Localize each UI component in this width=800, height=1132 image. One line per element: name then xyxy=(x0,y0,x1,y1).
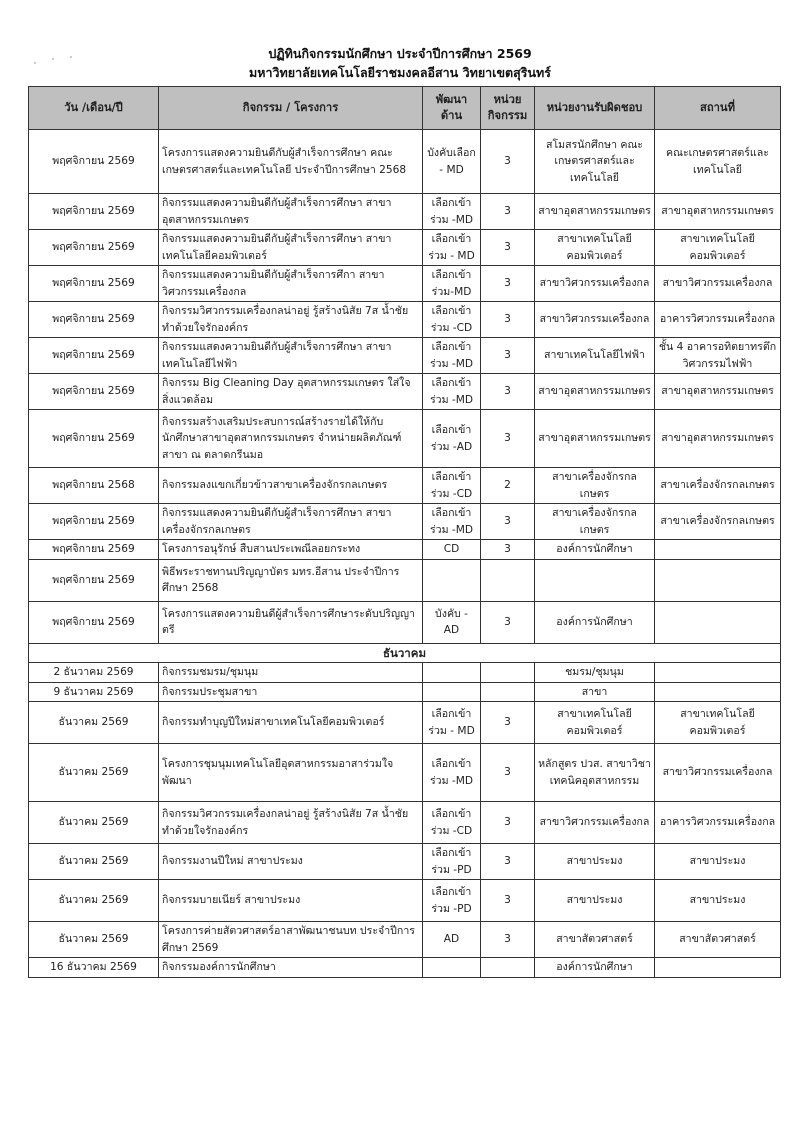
row-date: พฤศจิกายน 2568 xyxy=(29,468,159,504)
table-row xyxy=(29,338,781,374)
col-header-activity: กิจกรรม / โครงการ xyxy=(159,87,423,130)
row-development-type xyxy=(423,958,481,978)
row-date: พฤศจิกายน 2569 xyxy=(29,410,159,468)
row-place xyxy=(655,601,781,643)
row-development-type: เลือกเข้าร่วม - MD xyxy=(423,702,481,744)
row-responsible: สโมสรนักศึกษา คณะเกษตรศาสตร์และเทคโนโลยี xyxy=(535,130,655,194)
row-date: พฤศจิกายน 2569 xyxy=(29,504,159,540)
table-row xyxy=(29,663,781,683)
row-place: อาคารวิศวกรรมเครื่องกล xyxy=(655,302,781,338)
row-responsible: สาขาเครื่องจักรกลเกษตร xyxy=(535,468,655,504)
row-date: ธันวาคม 2569 xyxy=(29,844,159,880)
table-header-row xyxy=(29,87,781,130)
row-activity-units: 2 xyxy=(481,468,535,504)
row-place: ชั้น 4 อาคารอทิตยาทรตึกวิศวกรรมไฟฟ้า xyxy=(655,338,781,374)
row-date: พฤศจิกายน 2569 xyxy=(29,194,159,230)
row-activity: กิจกรรมแสดงความยินดีกับผู้สำเร็จการศึกษา สาขาเทคโนโลยีไฟฟ้า xyxy=(159,338,423,374)
row-activity: โครงการแสดงความยินดีผู้สำเร็จการศึกษาระดับปริญญาตรี xyxy=(159,601,423,643)
row-place: สาขาวิศวกรรมเครื่องกล xyxy=(655,266,781,302)
row-date: 2 ธันวาคม 2569 xyxy=(29,663,159,683)
row-place xyxy=(655,663,781,683)
row-date: พฤศจิกายน 2569 xyxy=(29,266,159,302)
row-activity: กิจกรรมแสดงความยินดีกับผู้สำเร็จการศึกษา สาขาเครื่องจักรกลเกษตร xyxy=(159,504,423,540)
row-activity: โครงการแสดงความยินดีกับผู้สำเร็จการศึกษา คณะเกษตรศาสตร์และเทคโนโลยี ประจำปีการศึกษา 2568 xyxy=(159,130,423,194)
table-row xyxy=(29,559,781,601)
row-place xyxy=(655,540,781,560)
row-development-type: บังคับ - AD xyxy=(423,601,481,643)
row-date: ธันวาคม 2569 xyxy=(29,702,159,744)
col-header-activity-units: หน่วยกิจกรรม xyxy=(481,87,535,130)
col-header-responsible: หน่วยงานรับผิดชอบ xyxy=(535,87,655,130)
row-activity-units: 3 xyxy=(481,802,535,844)
row-date: พฤศจิกายน 2569 xyxy=(29,559,159,601)
row-place xyxy=(655,958,781,978)
row-activity-units xyxy=(481,958,535,978)
row-date: 9 ธันวาคม 2569 xyxy=(29,682,159,702)
row-activity-units: 3 xyxy=(481,230,535,266)
row-responsible: สาขาอุตสาหกรรมเกษตร xyxy=(535,410,655,468)
row-activity: กิจกรรมแสดงความยินดีกับผู้สำเร็จการศึกษา สาขาเทคโนโลยีคอมพิวเตอร์ xyxy=(159,230,423,266)
row-responsible: สาขาวิศวกรรมเครื่องกล xyxy=(535,802,655,844)
row-activity-units: 3 xyxy=(481,880,535,922)
row-activity: กิจกรรมแสดงความยินดีกับผู้สำเร็จการศึกษา สาขาอุตสาหกรรมเกษตร xyxy=(159,194,423,230)
row-activity: กิจกรรมทำบุญปีใหม่สาขาเทคโนโลยีคอมพิวเตอร์ xyxy=(159,702,423,744)
row-date: พฤศจิกายน 2569 xyxy=(29,601,159,643)
row-activity: กิจกรรมวิศวกรรมเครื่องกลน่าอยู่ รู้สร้างนิสัย 7ส น้ำชัยทำด้วยใจรักองค์กร xyxy=(159,802,423,844)
row-place: สาขาเครื่องจักรกลเกษตร xyxy=(655,504,781,540)
row-date: ธันวาคม 2569 xyxy=(29,744,159,802)
document-header xyxy=(0,44,800,82)
row-responsible: ชมรม/ชุมนุม xyxy=(535,663,655,683)
row-activity-units: 3 xyxy=(481,844,535,880)
activity-schedule-table xyxy=(28,86,781,978)
document-title: ปฏิทินกิจกรรมนักศึกษา ประจำปีการศึกษา 2569 xyxy=(268,46,532,61)
row-date: พฤศจิกายน 2569 xyxy=(29,338,159,374)
row-activity-units: 3 xyxy=(481,540,535,560)
row-responsible: สาขาประมง xyxy=(535,880,655,922)
row-activity: กิจกรรมบายเนียร์ สาขาประมง xyxy=(159,880,423,922)
row-place: คณะเกษตรศาสตร์และเทคโนโลยี xyxy=(655,130,781,194)
row-activity: โครงการชุมนุมเทคโนโลยีอุตสาหกรรมอาสาร่วมใจพัฒนา xyxy=(159,744,423,802)
row-development-type: เลือกเข้าร่วม -MD xyxy=(423,374,481,410)
row-development-type: เลือกเข้าร่วม -AD xyxy=(423,410,481,468)
table-row xyxy=(29,302,781,338)
row-activity-units: 3 xyxy=(481,338,535,374)
row-place: สาขาวิศวกรรมเครื่องกล xyxy=(655,744,781,802)
row-activity: กิจกรรมสร้างเสริมประสบการณ์สร้างรายได้ให้กับนักศึกษาสาขาอุตสาหกรรมเกษตร จำหน่ายผลิตภัณฑ์สาขา ณ ตลาดกรีนมอ xyxy=(159,410,423,468)
row-responsible: สาขาเครื่องจักรกลเกษตร xyxy=(535,504,655,540)
row-development-type: เลือกเข้าร่วม -CD xyxy=(423,302,481,338)
row-place: สาขาอุตสาหกรรมเกษตร xyxy=(655,410,781,468)
row-activity-units: 3 xyxy=(481,702,535,744)
row-activity: กิจกรรมวิศวกรรมเครื่องกลน่าอยู่ รู้สร้างนิสัย 7ส น้ำชัยทำด้วยใจรักองค์กร xyxy=(159,302,423,338)
row-place: สาขาประมง xyxy=(655,844,781,880)
row-development-type: AD xyxy=(423,922,481,958)
row-development-type: บังคับเลือก - MD xyxy=(423,130,481,194)
table-row xyxy=(29,540,781,560)
row-responsible: องค์การนักศึกษา xyxy=(535,601,655,643)
row-activity-units: 3 xyxy=(481,374,535,410)
row-responsible: หลักสูตร ปวส. สาขาวิชาเทคนิคอุตสาหกรรม xyxy=(535,744,655,802)
row-responsible: สาขาประมง xyxy=(535,844,655,880)
row-place: สาขาประมง xyxy=(655,880,781,922)
row-activity: กิจกรรมประชุมสาขา xyxy=(159,682,423,702)
col-header-date: วัน /เดือน/ปี xyxy=(29,87,159,130)
row-responsible: สาขาเทคโนโลยีคอมพิวเตอร์ xyxy=(535,702,655,744)
row-activity: กิจกรรมลงแขกเกี่ยวข้าวสาขาเครื่องจักรกลเกษตร xyxy=(159,468,423,504)
row-development-type: เลือกเข้าร่วม -MD xyxy=(423,338,481,374)
table-row xyxy=(29,266,781,302)
table-body xyxy=(29,130,781,978)
row-development-type xyxy=(423,682,481,702)
row-date: พฤศจิกายน 2569 xyxy=(29,230,159,266)
row-date: พฤศจิกายน 2569 xyxy=(29,540,159,560)
table-row xyxy=(29,230,781,266)
row-development-type: เลือกเข้าร่วม-MD xyxy=(423,266,481,302)
row-activity: กิจกรรมงานปีใหม่ สาขาประมง xyxy=(159,844,423,880)
row-responsible: สาขาเทคโนโลยีคอมพิวเตอร์ xyxy=(535,230,655,266)
document-subtitle: มหาวิทยาลัยเทคโนโลยีราชมงคลอีสาน วิทยาเขตสุรินทร์ xyxy=(249,65,551,80)
row-responsible: สาขา xyxy=(535,682,655,702)
row-activity-units: 3 xyxy=(481,130,535,194)
row-activity-units: 3 xyxy=(481,194,535,230)
row-responsible: สาขาอุตสาหกรรมเกษตร xyxy=(535,374,655,410)
row-activity-units: 3 xyxy=(481,601,535,643)
row-activity: โครงการอนุรักษ์ สืบสานประเพณีลอยกระทง xyxy=(159,540,423,560)
row-place xyxy=(655,682,781,702)
row-development-type xyxy=(423,663,481,683)
row-place xyxy=(655,559,781,601)
row-activity-units: 3 xyxy=(481,266,535,302)
row-development-type: เลือกเข้าร่วม -MD xyxy=(423,504,481,540)
row-activity-units xyxy=(481,682,535,702)
table-row xyxy=(29,130,781,194)
row-date: ธันวาคม 2569 xyxy=(29,880,159,922)
table-row xyxy=(29,682,781,702)
table-row xyxy=(29,702,781,744)
row-place: สาขาสัตวศาสตร์ xyxy=(655,922,781,958)
row-development-type: เลือกเข้าร่วม -PD xyxy=(423,880,481,922)
row-activity-units xyxy=(481,559,535,601)
row-date: 16 ธันวาคม 2569 xyxy=(29,958,159,978)
col-header-development-type: พัฒนาด้าน xyxy=(423,87,481,130)
table-row xyxy=(29,194,781,230)
month-label: ธันวาคม xyxy=(29,643,781,663)
table-row xyxy=(29,374,781,410)
table-row xyxy=(29,410,781,468)
row-development-type xyxy=(423,559,481,601)
row-responsible: สาขาอุตสาหกรรมเกษตร xyxy=(535,194,655,230)
row-activity-units: 3 xyxy=(481,302,535,338)
month-section-row xyxy=(29,643,781,663)
row-activity-units: 3 xyxy=(481,410,535,468)
table-row xyxy=(29,468,781,504)
row-date: พฤศจิกายน 2569 xyxy=(29,130,159,194)
row-place: สาขาอุตสาหกรรมเกษตร xyxy=(655,374,781,410)
row-responsible: สาขาสัตวศาสตร์ xyxy=(535,922,655,958)
table-row xyxy=(29,880,781,922)
row-place: สาขาเทคโนโลยีคอมพิวเตอร์ xyxy=(655,702,781,744)
row-activity-units: 3 xyxy=(481,744,535,802)
row-place: สาขาเทคโนโลยีคอมพิวเตอร์ xyxy=(655,230,781,266)
row-development-type: เลือกเข้าร่วม -CD xyxy=(423,802,481,844)
row-date: พฤศจิกายน 2569 xyxy=(29,302,159,338)
row-development-type: เลือกเข้าร่วม -CD xyxy=(423,468,481,504)
table-row xyxy=(29,802,781,844)
table-row xyxy=(29,601,781,643)
row-responsible: สาขาวิศวกรรมเครื่องกล xyxy=(535,302,655,338)
row-place: อาคารวิศวกรรมเครื่องกล xyxy=(655,802,781,844)
row-place: สาขาเครื่องจักรกลเกษตร xyxy=(655,468,781,504)
row-activity: กิจกรรมแสดงความยินดีกับผู้สำเร็จการศึกา สาขาวิศวกรรมเครื่องกล xyxy=(159,266,423,302)
row-place: สาขาอุตสาหกรรมเกษตร xyxy=(655,194,781,230)
row-activity: กิจกรรมชมรม/ชุมนุม xyxy=(159,663,423,683)
row-activity-units xyxy=(481,663,535,683)
row-development-type: เลือกเข้าร่วม -MD xyxy=(423,744,481,802)
row-development-type: เลือกเข้าร่วม -PD xyxy=(423,844,481,880)
table-row xyxy=(29,744,781,802)
row-activity: โครงการค่ายสัตวศาสตร์อาสาพัฒนาชนบท ประจำปีการศึกษา 2569 xyxy=(159,922,423,958)
row-development-type: เลือกเข้าร่วม -MD xyxy=(423,194,481,230)
row-date: ธันวาคม 2569 xyxy=(29,922,159,958)
table-row xyxy=(29,504,781,540)
table-row xyxy=(29,922,781,958)
row-responsible xyxy=(535,559,655,601)
row-responsible: สาขาเทคโนโลยีไฟฟ้า xyxy=(535,338,655,374)
row-date: ธันวาคม 2569 xyxy=(29,802,159,844)
row-activity: กิจกรรม Big Cleaning Day อุตสาหกรรมเกษตร ใส่ใจสิ่งแวดล้อม xyxy=(159,374,423,410)
row-development-type: CD xyxy=(423,540,481,560)
table-row xyxy=(29,844,781,880)
table-row xyxy=(29,958,781,978)
row-responsible: สาขาวิศวกรรมเครื่องกล xyxy=(535,266,655,302)
row-development-type: เลือกเข้าร่วม - MD xyxy=(423,230,481,266)
col-header-place: สถานที่ xyxy=(655,87,781,130)
row-responsible: องค์การนักศึกษา xyxy=(535,958,655,978)
row-responsible: องค์การนักศึกษา xyxy=(535,540,655,560)
row-date: พฤศจิกายน 2569 xyxy=(29,374,159,410)
row-activity: กิจกรรมองค์การนักศึกษา xyxy=(159,958,423,978)
row-activity: พิธีพระราชทานปริญญาบัตร มทร.อีสาน ประจำปีการศึกษา 2568 xyxy=(159,559,423,601)
row-activity-units: 3 xyxy=(481,922,535,958)
row-activity-units: 3 xyxy=(481,504,535,540)
